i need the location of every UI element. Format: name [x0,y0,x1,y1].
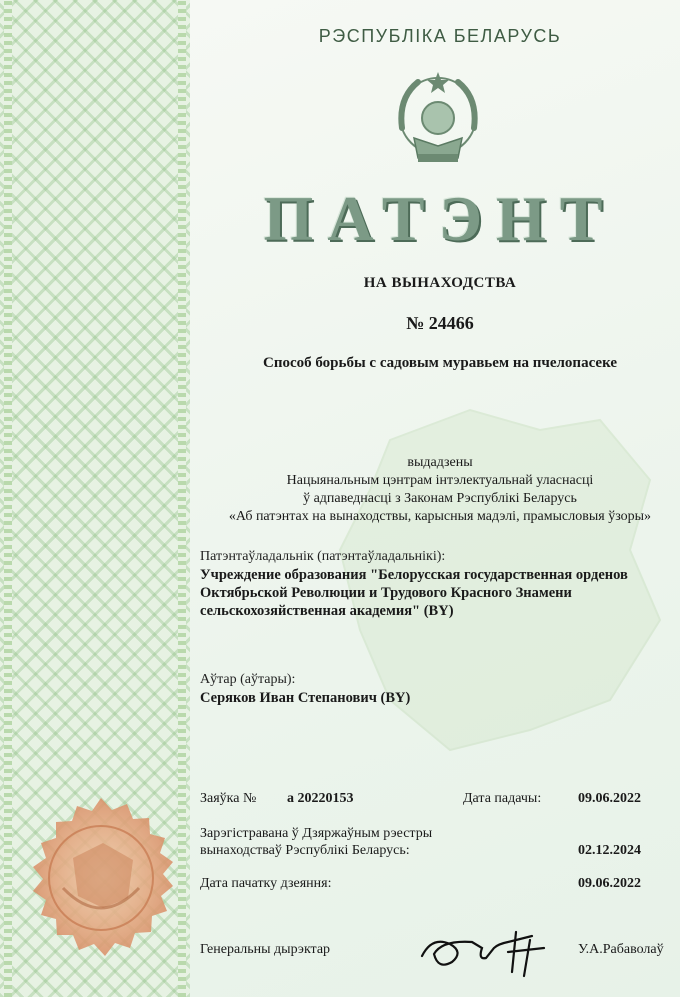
issued-by-block [200,454,680,526]
patent-type: НА ВЫНАХОДСТВА [363,275,517,291]
issued-line-4: «Аб патэнтах на вынаходствы, карысныя мадэлі, прамысловыя ўзоры» [228,509,652,524]
signatory-name: У.А.Рабаволаў [578,942,664,957]
patent-holder-block [200,548,670,620]
registered-date-value: 02.12.2024 [578,843,641,858]
issued-line-2: Нацыянальным цэнтрам інтэлектуальнай уласнасці [286,473,594,488]
holder-line-1: Учреждение образования "Белорусская государственная орденов [200,567,628,583]
issued-line-3: ў адпаведнасці з Законам Рэспублікі Беларусь [303,491,577,506]
signatory-position: Генеральны дырэктар [200,942,331,957]
filing-date-label: Дата падачы: [463,791,542,806]
holder-line-2: Октябрьской Революции и Трудового Красного Знамени [200,585,572,601]
author-block [200,671,670,707]
start-date-value: 09.06.2022 [578,876,641,891]
patent-number: № 24466 [406,313,474,333]
author-label: Аўтар (аўтары): [200,672,296,687]
registered-label-line-1: Зарэгістравана ў Дзяржаўным рэестры [200,826,433,841]
holder-label: Патэнтаўладальнік (патэнтаўладальнікі): [200,549,446,564]
issued-line-1: выдадзены [407,455,473,470]
handwritten-signature [412,918,572,978]
document-title: ПАТЭНТ [263,183,617,254]
holder-line-3: сельскохозяйственная академия" (BY) [200,603,454,619]
author-name: Серяков Иван Степанович (BY) [200,690,411,706]
filing-date-value: 09.06.2022 [578,791,641,806]
hologram-seal-icon [3,788,203,968]
application-number: a 20220153 [287,791,354,806]
registered-label-line-2: вынаходстваў Рэспублікі Беларусь: [200,843,410,858]
coat-of-arms-icon [388,68,488,170]
application-label: Заяўка № [200,791,257,806]
republic-name: РЭСПУБЛІКА БЕЛАРУСЬ [318,26,562,46]
invention-title: Способ борьбы с садовым муравьем на пчелопасеке [262,355,618,371]
start-date-label: Дата пачатку дзеяння: [200,876,332,891]
